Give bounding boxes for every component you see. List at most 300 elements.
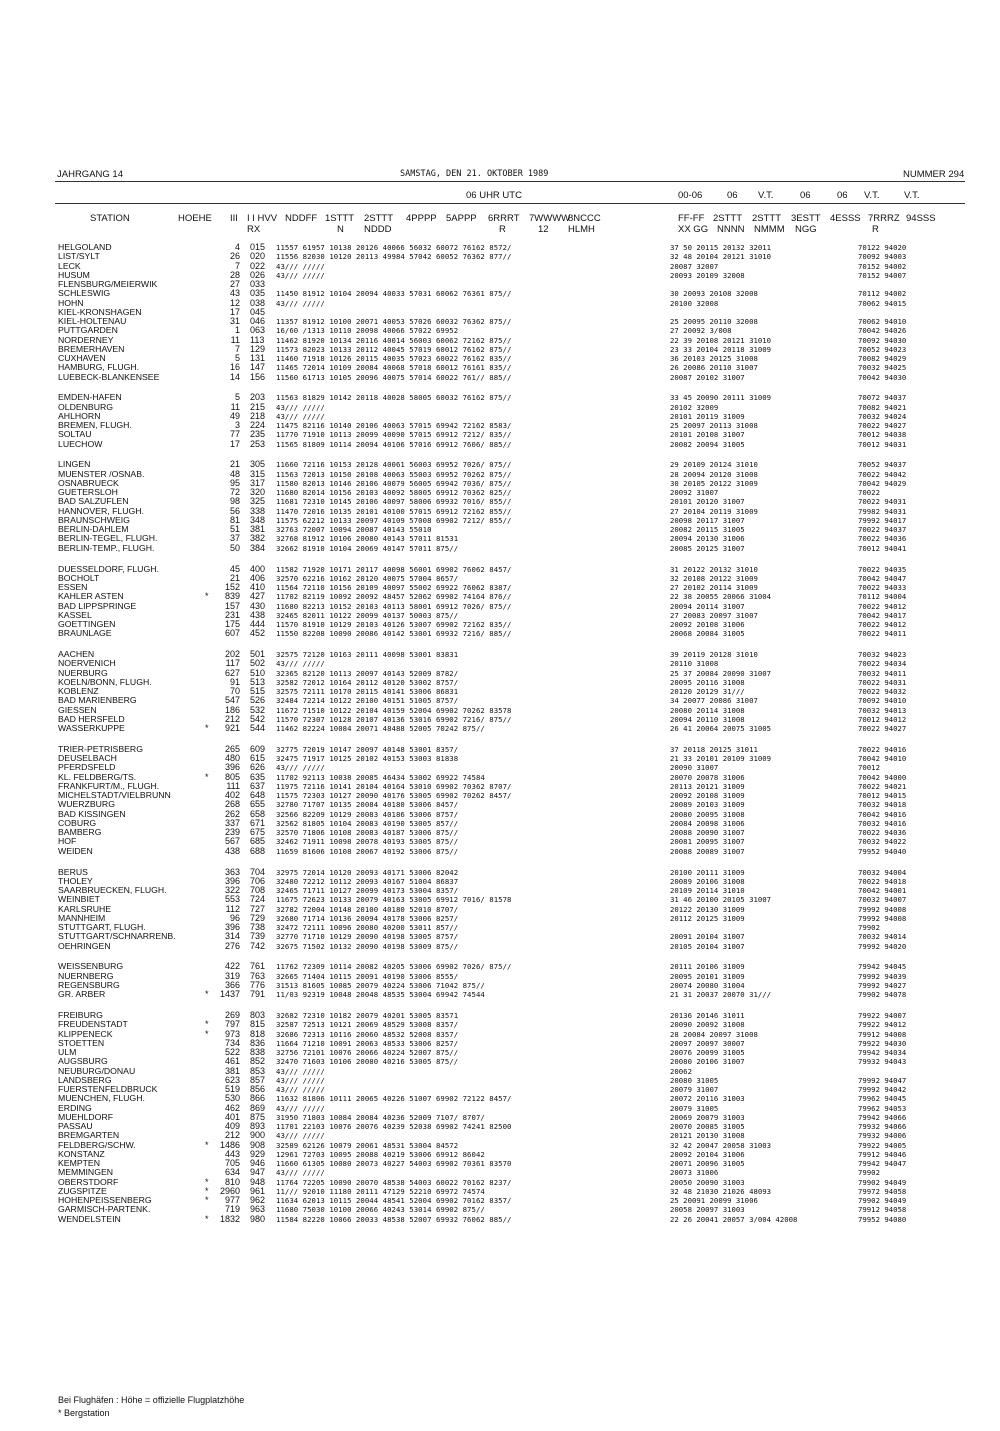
forecast-groups-b: 79902 xyxy=(858,1168,880,1178)
volume-label: JAHRGANG 14 xyxy=(57,169,123,180)
forecast-groups-b: 70022 94031 xyxy=(858,677,907,687)
col-7-bottom: R xyxy=(499,224,506,235)
station-id: 866 xyxy=(250,1093,266,1104)
station-name: MUENSTER /OSNAB. xyxy=(58,468,145,479)
forecast-groups-a: 20070 20078 31006 xyxy=(670,772,745,782)
forecast-groups-b: 79922 94007 xyxy=(858,1011,907,1020)
forecast-groups-b: 79932 94066 xyxy=(858,1122,907,1131)
station-name: KONSTANZ xyxy=(58,1148,105,1159)
forecast-groups-b: 70012 94012 xyxy=(858,714,907,724)
table-row xyxy=(58,1196,958,1205)
observation-groups: 11573 82023 10133 20112 40045 57019 60012 76162 875// xyxy=(276,344,512,354)
forecast-groups-a: 20100 20111 31009 xyxy=(670,867,745,877)
table-row xyxy=(58,962,958,971)
station-group xyxy=(58,745,958,856)
forecast-groups-a: 37 20118 20125 31011 xyxy=(670,744,758,754)
station-height: 12 xyxy=(229,297,240,308)
station-group xyxy=(58,868,958,951)
table-row xyxy=(58,629,958,638)
table-row xyxy=(58,981,958,990)
forecast-groups-b: 79922 94005 xyxy=(858,1140,907,1150)
observation-groups: 11557 61957 10138 20126 40066 56032 60072 76162 8572/ xyxy=(276,243,512,252)
observation-groups: 32587 72513 10121 20069 48529 53008 8357/ xyxy=(276,1020,459,1030)
station-height: 314 xyxy=(224,931,240,942)
station-table xyxy=(58,243,958,1235)
station-id: 427 xyxy=(250,591,266,602)
station-height: 381 xyxy=(224,1065,240,1076)
observation-groups: 32780 71707 10135 20084 40180 53006 8457/ xyxy=(276,800,459,810)
forecast-groups-a: 20094 20110 31008 xyxy=(670,714,745,724)
station-id: 038 xyxy=(250,297,266,308)
group-label-3: V.T. xyxy=(758,190,774,201)
table-row xyxy=(58,1178,958,1187)
station-name: BAD SALZUFLEN xyxy=(58,496,129,507)
station-id: 704 xyxy=(250,866,266,877)
station-name: ESSEN xyxy=(58,582,88,593)
forecast-groups-a: 20136 20146 31011 xyxy=(670,1011,745,1020)
station-name: STUTTGART, FLUGH. xyxy=(58,922,146,933)
station-name: LUEBECK-BLANKENSEE xyxy=(58,371,160,382)
station-name: KAHLER ASTEN xyxy=(58,591,124,602)
station-name: WASSERKUPPE xyxy=(58,723,125,734)
station-name: DEUSELBACH xyxy=(58,753,117,764)
table-row xyxy=(58,837,958,846)
station-name: NORDERNEY xyxy=(58,334,114,345)
station-name: BRAUNSCHWEIG xyxy=(58,514,130,525)
station-height: 91 xyxy=(229,676,240,687)
station-height: 519 xyxy=(224,1084,240,1094)
forecast-groups-a: 20082 20115 31005 xyxy=(670,525,745,535)
forecast-groups-a: 20101 20120 31007 xyxy=(670,497,745,507)
station-name: HELGOLAND xyxy=(58,242,112,252)
station-id: 626 xyxy=(250,762,266,773)
observation-groups: 11770 71910 10113 20099 40090 57015 69912 7212/ 835// xyxy=(276,430,512,440)
station-height: 77 xyxy=(229,429,240,440)
issue-number: NUMMER 294 xyxy=(903,169,965,180)
station-height: 402 xyxy=(224,790,240,801)
forecast-groups-a: 20095 20101 31009 xyxy=(670,971,745,981)
station-id: 348 xyxy=(250,514,266,525)
table-row xyxy=(58,800,958,809)
station-id: 724 xyxy=(250,894,266,905)
table-row xyxy=(58,345,958,354)
col-iii: III xyxy=(230,213,238,224)
forecast-groups-a: 20092 20104 31006 xyxy=(670,1149,745,1159)
station-height: 98 xyxy=(229,496,240,507)
station-height: 31 xyxy=(229,316,240,326)
table-row xyxy=(58,791,958,800)
table-row xyxy=(58,299,958,308)
forecast-groups-b: 79902 94049 xyxy=(858,1177,907,1187)
station-id: 875 xyxy=(250,1111,266,1122)
mountain-station-marker: * xyxy=(205,591,209,602)
forecast-groups-b: 70052 94023 xyxy=(858,344,907,354)
station-name: NOERVENICH xyxy=(58,658,116,669)
station-height: 409 xyxy=(224,1121,240,1131)
station-id: 400 xyxy=(250,563,266,574)
forecast-groups-a: 32 48 21030 21026 48093 xyxy=(670,1186,772,1196)
station-height: 28 xyxy=(229,269,240,280)
station-id: 235 xyxy=(250,429,266,440)
station-height: 43 xyxy=(229,288,240,299)
forecast-groups-a: 20109 20114 31010 xyxy=(670,886,745,896)
forecast-groups-a: 20087 20102 31007 xyxy=(670,372,745,382)
forecast-groups-a: 25 20091 20099 31006 xyxy=(670,1196,758,1205)
forecast-groups-a: 32 48 20104 20121 31010 xyxy=(670,252,772,262)
station-height: 14 xyxy=(229,371,240,382)
station-id: 063 xyxy=(250,325,266,336)
table-row xyxy=(58,828,958,837)
station-height: 553 xyxy=(224,894,240,905)
observation-groups: 11550 82208 10090 20086 40142 53001 69932 7216/ 885// xyxy=(276,629,512,639)
observation-groups: 11680 75030 10100 20066 40243 53014 69902 875// xyxy=(276,1205,485,1215)
observation-groups: 43/// ///// xyxy=(276,402,325,412)
col-f3-top: 2STTT xyxy=(752,213,782,224)
col-f1-bottom: XX GG xyxy=(678,224,709,235)
station-name: GUETERSLOH xyxy=(58,487,118,498)
station-name: LINGEN xyxy=(58,459,91,470)
forecast-groups-b: 79932 94006 xyxy=(858,1131,907,1141)
group-label-5: 06 xyxy=(837,190,848,201)
forecast-groups-a: 39 20119 20128 31010 xyxy=(670,650,758,660)
mountain-station-marker: * xyxy=(205,723,209,734)
station-height: 4 xyxy=(234,242,240,252)
station-name: BAD LIPPSPRINGE xyxy=(58,600,137,611)
col-f7: 94SSS xyxy=(906,213,936,224)
table-row xyxy=(58,1011,958,1020)
observation-groups: 11563 81829 10142 20118 40028 58005 60032 76162 875// xyxy=(276,393,512,403)
station-name: BOCHOLT xyxy=(58,572,100,583)
forecast-groups-b: 79992 94017 xyxy=(858,515,907,525)
forecast-groups-b: 79982 94031 xyxy=(858,506,907,516)
station-id: 742 xyxy=(250,940,266,951)
col-3-top: 1STTT xyxy=(325,213,355,224)
forecast-groups-b: 70022 94042 xyxy=(858,469,907,479)
forecast-groups-b: 70042 94047 xyxy=(858,573,907,583)
station-id: 893 xyxy=(250,1121,266,1131)
station-height: 719 xyxy=(224,1204,240,1215)
table-row xyxy=(58,544,958,553)
observation-groups: 32770 71710 10129 20090 40198 53005 8757/ xyxy=(276,932,459,942)
station-name: ZUGSPITZE xyxy=(58,1185,107,1196)
observation-groups: 43/// ///// xyxy=(276,261,325,271)
station-height: 705 xyxy=(224,1158,240,1168)
forecast-groups-a: 20088 20090 31007 xyxy=(670,828,745,838)
forecast-groups-a: 34 20077 20086 31007 xyxy=(670,696,758,706)
forecast-groups-b: 70152 94002 xyxy=(858,261,907,271)
forecast-groups-a: 20089 20103 31009 xyxy=(670,800,745,810)
station-height: 443 xyxy=(224,1148,240,1159)
group-label-2: 06 xyxy=(727,190,738,201)
station-name: OLDENBURG xyxy=(58,401,114,412)
table-row xyxy=(58,972,958,981)
station-height: 186 xyxy=(224,704,240,715)
forecast-groups-a: 20094 20130 31006 xyxy=(670,534,745,544)
station-id: 452 xyxy=(250,628,266,639)
forecast-groups-a: 20082 20094 31005 xyxy=(670,439,745,449)
observation-groups: 11762 72309 10114 20082 40205 53006 69902 7026/ 875// xyxy=(276,962,512,972)
table-row xyxy=(58,1076,958,1085)
table-row xyxy=(58,421,958,430)
forecast-groups-a: 20070 20085 31005 xyxy=(670,1122,745,1131)
station-name: WENDELSTEIN xyxy=(58,1213,121,1224)
observation-groups: 11560 61713 10105 20096 40075 57014 60022 761// 885// xyxy=(276,372,512,382)
forecast-groups-b: 70022 94034 xyxy=(858,659,907,669)
station-id: 046 xyxy=(250,316,266,326)
table-row xyxy=(58,1085,958,1094)
forecast-groups-b: 70012 94031 xyxy=(858,439,907,449)
forecast-groups-b: 70112 94004 xyxy=(858,592,907,602)
table-row xyxy=(58,659,958,668)
forecast-groups-a: 22 38 20055 20066 31004 xyxy=(670,592,772,602)
station-name: BAD HERSFELD xyxy=(58,713,125,724)
station-id: 729 xyxy=(250,912,266,923)
forecast-groups-a: 20089 20106 31008 xyxy=(670,876,745,886)
table-row xyxy=(58,1020,958,1029)
forecast-groups-a: 20093 20109 32008 xyxy=(670,270,745,280)
observation-groups: 11632 81806 10111 20065 40226 51007 69902 72122 8457/ xyxy=(276,1094,512,1104)
observation-groups: 32775 72019 10147 20097 40148 53001 8357/ xyxy=(276,744,459,754)
table-row xyxy=(58,317,958,326)
forecast-groups-b: 70022 xyxy=(858,488,880,498)
observation-groups: 11582 71920 10171 20117 40098 56001 69902 76062 8457/ xyxy=(276,564,512,574)
station-name: BERLIN-TEMP., FLUGH. xyxy=(58,542,155,553)
table-row xyxy=(58,1057,958,1066)
station-group xyxy=(58,243,958,382)
mountain-station-marker: * xyxy=(205,989,209,1000)
forecast-groups-a: 20085 20125 31007 xyxy=(670,543,745,553)
forecast-groups-b: 70012 xyxy=(858,763,880,773)
table-row xyxy=(58,243,958,252)
station-name: BAD MARIENBERG xyxy=(58,695,137,706)
station-id: 836 xyxy=(250,1037,266,1048)
forecast-groups-a: 29 20109 20124 31010 xyxy=(670,460,758,470)
forecast-groups-a: 20088 20089 31007 xyxy=(670,846,745,856)
forecast-groups-b: 79942 94047 xyxy=(858,1159,907,1168)
mountain-station-marker: * xyxy=(205,1195,209,1205)
station-height: 839 xyxy=(224,591,240,602)
station-height: 26 xyxy=(229,251,240,262)
station-name: KEMPTEN xyxy=(58,1158,100,1168)
observation-time: 06 UHR UTC xyxy=(466,190,522,201)
forecast-groups-b: 70042 94016 xyxy=(858,809,907,819)
station-id: 501 xyxy=(250,649,266,660)
station-height: 3 xyxy=(234,420,240,431)
forecast-groups-a: 20105 20104 31007 xyxy=(670,941,745,951)
forecast-groups-a: 20092 20108 31006 xyxy=(670,620,745,630)
table-row xyxy=(58,877,958,886)
observation-groups: 32470 71603 10106 20080 40216 53005 875// xyxy=(276,1057,459,1067)
forecast-groups-a: 20080 20106 31007 xyxy=(670,1057,745,1067)
col-9-bottom: HLMH xyxy=(568,224,595,235)
station-id: 510 xyxy=(250,667,266,678)
forecast-groups-b: 70082 94021 xyxy=(858,402,907,412)
station-id: 658 xyxy=(250,808,266,819)
forecast-groups-a: 20092 20108 31009 xyxy=(670,791,745,801)
station-height: 56 xyxy=(229,505,240,516)
group-label-4: 06 xyxy=(800,190,811,201)
observation-groups: 11460 71918 10126 20115 40035 57023 60022 76162 835// xyxy=(276,354,512,363)
station-height: 734 xyxy=(224,1037,240,1048)
station-name: ULM xyxy=(58,1047,77,1057)
station-group xyxy=(58,1011,958,1224)
col-8-top: 7WWWW xyxy=(529,213,571,224)
table-row xyxy=(58,819,958,828)
station-group xyxy=(58,565,958,639)
forecast-groups-a: 20110 31008 xyxy=(670,659,719,669)
observation-groups: 11660 61305 10080 20073 40227 54003 69902 70361 83570 xyxy=(276,1159,512,1168)
observation-groups: 43/// ///// xyxy=(276,1131,325,1141)
station-height: 363 xyxy=(224,866,240,877)
station-height: 805 xyxy=(224,771,240,782)
station-name: WUERZBURG xyxy=(58,799,115,810)
station-height: 111 xyxy=(226,780,240,791)
observation-groups: 32686 72313 10116 20060 48532 52008 8357/ xyxy=(276,1029,459,1039)
col-1-top: I I HVV xyxy=(247,213,278,224)
forecast-groups-a: 20062 xyxy=(670,1066,692,1076)
station-height: 202 xyxy=(224,649,240,660)
observation-groups: 11563 72013 10150 20108 40063 55003 69952 70262 875// xyxy=(276,469,512,479)
station-height: 276 xyxy=(224,940,240,951)
station-name: HOF xyxy=(58,836,77,847)
observation-groups: 43/// ///// xyxy=(276,1075,325,1085)
forecast-groups-b: 79952 94080 xyxy=(858,1214,907,1224)
table-row xyxy=(58,430,958,439)
group-label-7: V.T. xyxy=(904,190,920,201)
table-row xyxy=(58,1215,958,1224)
forecast-groups-b: 70022 94016 xyxy=(858,744,907,754)
station-height: 337 xyxy=(224,817,240,828)
observation-groups: 32465 71711 10127 20099 40173 53004 8357/ xyxy=(276,886,459,896)
table-row xyxy=(58,611,958,620)
observation-groups: 31513 81605 10085 20079 40224 53006 71042 875// xyxy=(276,980,485,990)
forecast-groups-b: 79912 94008 xyxy=(858,1029,907,1039)
station-height: 480 xyxy=(224,753,240,764)
table-row xyxy=(58,326,958,335)
station-id: 033 xyxy=(250,279,266,289)
station-name: DUESSELDORF, FLUGH. xyxy=(58,563,159,574)
station-height: 265 xyxy=(224,743,240,754)
forecast-groups-a: 20058 20097 31003 xyxy=(670,1205,745,1215)
station-name: KIEL-KRONSHAGEN xyxy=(58,306,142,317)
observation-groups: 11556 82030 10120 20113 49984 57042 60052 76362 877// xyxy=(276,252,512,262)
station-height: 634 xyxy=(224,1167,240,1178)
forecast-groups-a: 30 20093 20108 32008 xyxy=(670,289,758,299)
observation-groups: 11580 82013 10146 20106 40079 56005 69942 7036/ 875// xyxy=(276,478,512,488)
forecast-groups-b: 70022 94012 xyxy=(858,601,907,611)
forecast-groups-b: 70022 94027 xyxy=(858,724,907,734)
station-id: 803 xyxy=(250,1010,266,1020)
table-row xyxy=(58,336,958,345)
station-name: KASSEL xyxy=(58,609,92,620)
forecast-groups-b: 70062 94010 xyxy=(858,317,907,326)
station-group xyxy=(58,460,958,553)
station-height: 810 xyxy=(224,1176,240,1187)
station-name: STUTTGART/SCHNARRENB. xyxy=(58,931,176,942)
forecast-groups-a: 32 42 20047 20058 31003 xyxy=(670,1140,772,1150)
table-row xyxy=(58,1067,958,1076)
forecast-groups-a: 20101 20119 31009 xyxy=(670,411,745,421)
observation-groups: 32665 71404 10115 20091 40190 53006 8555/ xyxy=(276,971,459,981)
forecast-groups-a: 28 20094 20120 31008 xyxy=(670,469,758,479)
forecast-groups-b: 70042 94010 xyxy=(858,754,907,764)
forecast-groups-b: 70072 94037 xyxy=(858,393,907,403)
station-name: AACHEN xyxy=(58,649,95,660)
table-row xyxy=(58,1168,958,1177)
forecast-groups-b: 70022 94021 xyxy=(858,781,907,791)
station-height: 269 xyxy=(224,1010,240,1020)
forecast-groups-b: 70012 94041 xyxy=(858,543,907,553)
station-height: 72 xyxy=(229,487,240,498)
forecast-groups-b: 79912 94058 xyxy=(858,1205,907,1215)
table-row xyxy=(58,602,958,611)
table-row xyxy=(58,280,958,289)
forecast-groups-a: 21 31 20037 20070 31/// xyxy=(670,990,772,1000)
station-height: 522 xyxy=(224,1047,240,1057)
station-height: 7 xyxy=(234,260,240,271)
station-name: KL. FELDBERG/TS. xyxy=(58,771,137,782)
observation-groups: 32566 82209 10129 20083 40186 53006 8757/ xyxy=(276,809,459,819)
col-2: NDDFF xyxy=(285,213,318,224)
station-name: BERLIN-DAHLEM xyxy=(58,524,129,535)
forecast-groups-b: 79922 94030 xyxy=(858,1038,907,1048)
station-id: 948 xyxy=(250,1176,266,1187)
col-5: 4PPPP xyxy=(406,213,437,224)
station-id: 147 xyxy=(250,362,266,373)
forecast-groups-b: 70062 94015 xyxy=(858,298,907,308)
forecast-groups-a: 25 37 20084 20090 31007 xyxy=(670,668,772,678)
forecast-groups-b: 70032 94025 xyxy=(858,363,907,373)
station-height: 50 xyxy=(229,542,240,553)
observation-groups: 43/// ///// xyxy=(276,298,325,308)
station-id: 635 xyxy=(250,771,266,782)
observation-groups: 32365 82120 10113 20097 40143 52009 8782/ xyxy=(276,668,459,678)
station-height: 17 xyxy=(229,306,240,317)
station-name: GR. ARBER xyxy=(58,989,106,1000)
station-name: BREMERHAVEN xyxy=(58,343,125,354)
observation-groups: 32975 72014 10120 20093 40171 53006 82042 xyxy=(276,867,459,877)
station-name: HOHENPEISSENBERG xyxy=(58,1195,152,1205)
observation-groups: 43/// ///// xyxy=(276,270,325,280)
station-id: 320 xyxy=(250,487,266,498)
forecast-groups-b: 70042 94000 xyxy=(858,772,907,782)
table-row xyxy=(58,393,958,402)
station-id: 502 xyxy=(250,658,266,669)
observation-groups: 32768 81912 10106 20080 40143 57011 81531 xyxy=(276,534,459,544)
forecast-groups-b: 79992 94047 xyxy=(858,1075,907,1085)
station-id: 655 xyxy=(250,799,266,810)
observation-groups: 11450 81912 10104 20094 40033 57031 60062 76361 875// xyxy=(276,289,512,299)
observation-groups: 32570 62216 10162 20120 40075 57004 8657/ xyxy=(276,573,459,583)
col-f6-bottom: R xyxy=(872,224,879,235)
table-row xyxy=(58,534,958,543)
observation-groups: 32475 71917 10125 20102 40153 53003 81838 xyxy=(276,754,459,764)
station-id: 026 xyxy=(250,269,266,280)
forecast-groups-b: 70022 94032 xyxy=(858,687,907,697)
station-id: 384 xyxy=(250,542,266,553)
forecast-groups-a: 26 41 20064 20075 31005 xyxy=(670,724,772,734)
observation-groups: 11462 82224 10084 20071 48488 52005 70242 875// xyxy=(276,724,485,734)
station-name: SOLTAU xyxy=(58,429,92,440)
forecast-groups-b: 79992 94039 xyxy=(858,971,907,981)
col-4-bottom: NDDD xyxy=(364,224,392,235)
observation-groups: 11702 92113 10038 20085 46434 53002 69922 74584 xyxy=(276,772,485,782)
table-row xyxy=(58,1205,958,1214)
observation-groups: 32589 62126 10079 20061 48531 53004 84572 xyxy=(276,1140,459,1150)
forecast-groups-a: 20092 31007 xyxy=(670,488,719,498)
station-id: 671 xyxy=(250,817,266,828)
station-id: 113 xyxy=(250,334,265,345)
